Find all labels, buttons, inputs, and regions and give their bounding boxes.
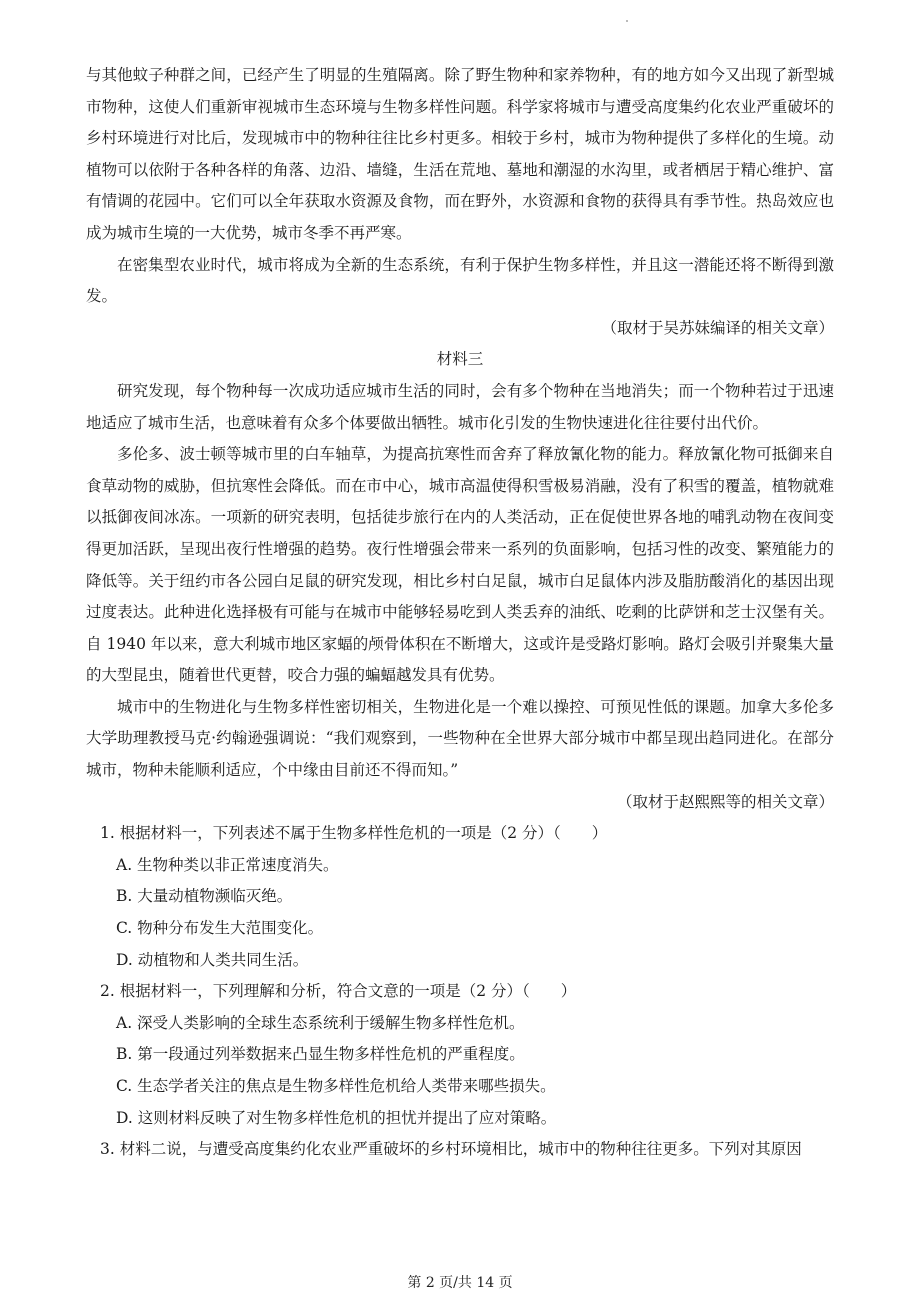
option-a: A. 深受人类影响的全球生态系统利于缓解生物多样性危机。 xyxy=(116,1013,525,1032)
section-heading-material-three: 材料三 xyxy=(436,350,484,369)
paragraph-material-three-2: 多伦多、波士顿等城市里的白车轴草，为提高抗寒性而舍弃了释放氰化物的能力。释放氰化物可抵御来自食草动物的威胁，但抗寒性会降低。而在市中心，城市高温使得积雪极易消融，没有了积雪的覆盖，植物就难以抵御夜间冰冻。一项新的研究表明，包括徒步旅行在内的人类活动，正在促使世界各地的哺乳动物在夜间变得更加活跃，呈现出夜行性增强的趋势。夜行性增强会带来一系列的负面影响，包括习性的改变、繁殖能力的降低等。关于纽约市各公园白足鼠的研究发现，相比乡村白足鼠，城市白足鼠体内涉及脂肪酸消化的基因出现过度表达。此种进化选择极有可能与在城市中能够轻易吃到人类丢弃的油纸、吃剩的比萨饼和芝士汉堡有关。自 1940 年以来，意大利城市地区家蝠的颅骨体积在不断增大，这或许是受路灯影响。路灯会吸引并聚集大量的大型昆虫，随着世代更替，咬合力强的蝙蝠越发具有优势。 xyxy=(86,445,834,685)
page-body xyxy=(86,60,834,1166)
source-citation-two: （取材于吴苏妹编译的相关文章） xyxy=(601,318,834,337)
option-c: C. 物种分布发生大范围变化。 xyxy=(116,919,324,938)
page-footer: 第 2 页/共 14 页 xyxy=(407,1275,513,1291)
source-citation-three: （取材于赵熙熙等的相关文章） xyxy=(616,792,834,811)
paragraph-material-three-1: 研究发现，每个物种每一次成功适应城市生活的同时，会有多个物种在当地消失；而一个物种若过于迅速地适应了城市生活，也意味着有众多个体要做出牺牲。城市化引发的生物快速进化往往要付出代价。 xyxy=(86,381,834,432)
question-stem: 1. 根据材料一，下列表述不属于生物多样性危机的一项是（2 分）（ ） xyxy=(100,824,608,843)
scan-speck xyxy=(626,20,628,22)
option-d: D. 这则材料反映了对生物多样性危机的担忧并提出了应对策略。 xyxy=(116,1108,557,1127)
question-stem: 2. 根据材料一，下列理解和分析，符合文意的一项是（2 分）（ ） xyxy=(100,982,577,1001)
question-2 xyxy=(86,976,834,1134)
option-b: B. 大量动植物濒临灭绝。 xyxy=(116,887,293,906)
option-d: D. 动植物和人类共同生活。 xyxy=(116,950,309,969)
option-c: C. 生态学者关注的焦点是生物多样性危机给人类带来哪些损失。 xyxy=(116,1077,556,1095)
paragraph-material-three-3: 城市中的生物进化与生物多样性密切相关，生物进化是一个难以操控、可预见性低的课题。加拿大多伦多大学助理教授马克·约翰逊强调说：“我们观察到，一些物种在全世界大部分城市中都呈现出趋同进化。在部分城市，物种未能顺利适应，个中缘由目前还不得而知。” xyxy=(86,697,834,780)
option-a: A. 生物种类以非正常速度消失。 xyxy=(116,855,339,874)
option-b: B. 第一段通过列举数据来凸显生物多样性危机的严重程度。 xyxy=(116,1045,525,1064)
paragraph-material-two-end: 与其他蚊子种群之间，已经产生了明显的生殖隔离。除了野生物种和家养物种，有的地方如今又出现了新型城市物种，这使人们重新审视城市生态环境与生物多样性问题。科学家将城市与遭受高度集约化农业严重破坏的乡村环境进行对比后，发现城市中的物种往往比乡村更多。相较于乡村，城市为物种提供了多样化的生境。动植物可以依附于各种各样的角落、边沿、墙缝，生活在荒地、墓地和潮湿的水沟里，或者栖居于精心维护、富有情调的花园中。它们可以全年获取水资源及食物，而在野外，水资源和食物的获得具有季节性。热岛效应也成为城市生境的一大优势，城市冬季不再严寒。 xyxy=(86,66,834,242)
question-3-stem: 3. 材料二说，与遭受高度集约化农业严重破坏的乡村环境相比，城市中的物种往往更多。下列对其原因 xyxy=(100,1140,802,1159)
question-1 xyxy=(86,818,834,976)
paragraph-material-two-conclusion: 在密集型农业时代，城市将成为全新的生态系统，有利于保护生物多样性，并且这一潜能还将不断得到激发。 xyxy=(86,255,834,306)
